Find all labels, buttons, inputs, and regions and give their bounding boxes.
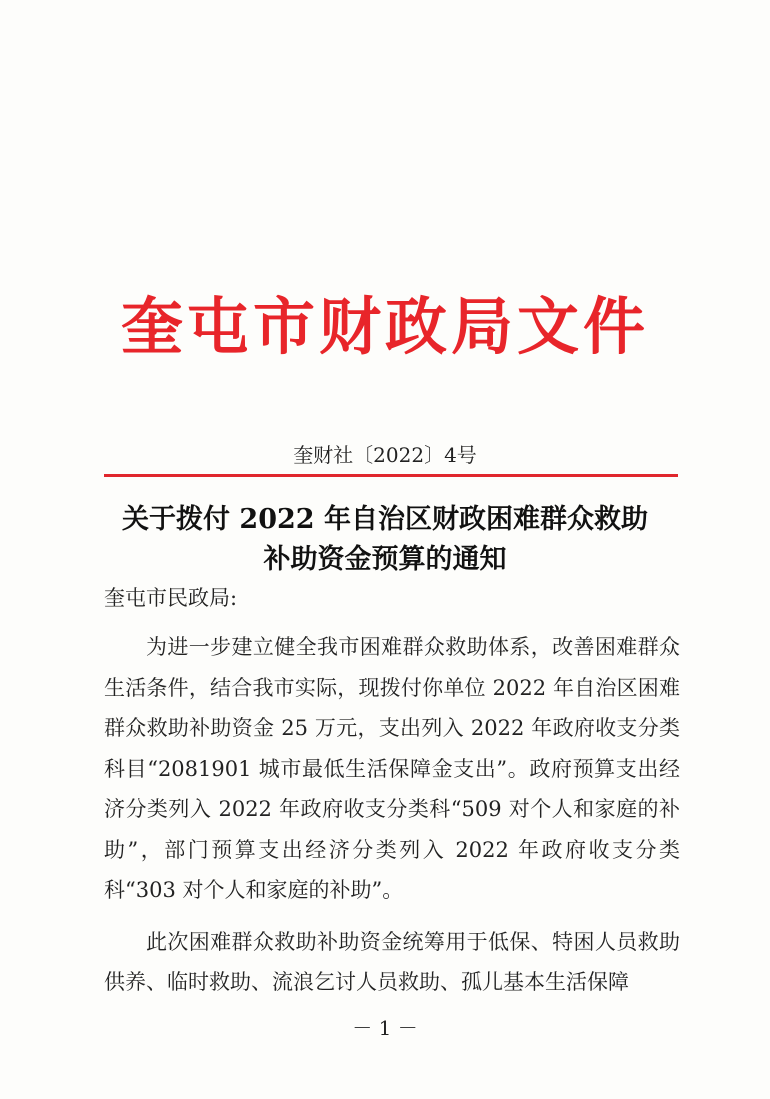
body-paragraph-1: 为进一步建立健全我市困难群众救助体系，改善困难群众生活条件，结合我市实际，现拨付你单位 2022 年自治区困难群众救助补助资金 25 万元，支出列入 2022 年政府收支分类科目“2081901 城市最低生活保障金支出”。政府预算支出经济分类列入 2022 年政府收支分类科“509 对个人和家庭的补助”，部门预算支出经济分类列入 2022 年政府收支分类科“303 对个人和家庭的补助”。 <box>104 635 680 902</box>
page-number: － 1 － <box>352 1016 418 1040</box>
document-body <box>104 627 680 1014</box>
document-subject <box>0 500 770 580</box>
document-number: 奎财社〔2022〕4号 <box>293 443 477 467</box>
recipient-line: 奎屯市民政局: <box>104 586 238 610</box>
subject-line-2: 补助资金预算的通知 <box>263 544 507 575</box>
red-separator-line <box>104 474 678 477</box>
body-paragraph-2: 此次困难群众救助补助资金统筹用于低保、特困人员救助供养、临时救助、流浪乞讨人员救助、孤儿基本生活保障 <box>104 929 680 994</box>
subject-line-1: 关于拨付 2022 年自治区财政困难群众救助 <box>122 504 648 535</box>
issuer-header-title: 奎屯市财政局文件 <box>120 290 649 363</box>
